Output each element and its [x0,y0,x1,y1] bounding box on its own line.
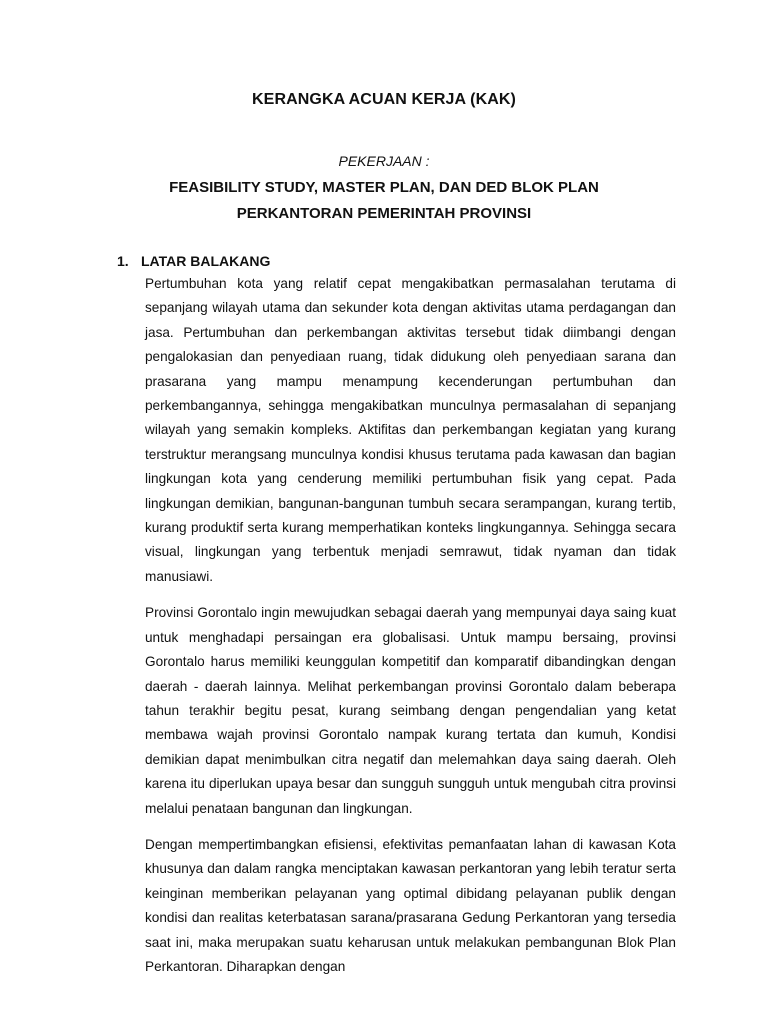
section-heading [117,253,270,269]
work-title-line-2: PERKANTORAN PEMERINTAH PROVINSI [236,205,532,222]
work-label: PEKERJAAN : [338,153,430,169]
paragraph: Dengan mempertimbangkan efisiensi, efektivitas pemanfaatan lahan di kawasan Kota khusunya dan dalam rangka menciptakan kawasan perkantoran yang lebih teratur serta keinginan memberikan pelayanan yang optimal dibidang pelayanan publik dengan kondisi dan realitas keterbatasan sarana/prasarana Gedung Perkantoran yang tersedia saat ini, maka merupakan suatu keharusan untuk melakukan pembangunan Blok Plan Perkantoran. Diharapkan dengan [145,836,676,974]
section-body [145,272,676,979]
section-title: LATAR BALAKANG [141,253,271,269]
document-title: KERANGKA ACUAN KERJA (KAK) [252,91,516,108]
section-number: 1. [117,253,129,269]
paragraph: Pertumbuhan kota yang relatif cepat mengakibatkan permasalahan terutama di sepanjang wilayah utama dan sekunder kota dengan aktivitas utama perdagangan dan jasa. Pertumbuhan dan perkembangan aktivitas tersebut tidak diimbangi dengan pengalokasian dan penyediaan ruang, tidak didukung oleh penyediaan sarana dan prasarana yang mampu menampung kecenderungan pertumbuhan dan perkembangannya, sehingga mengakibatkan munculnya permasalahan di sepanjang wilayah yang semakin kompleks. Aktifitas dan perkembangan kegiatan yang kurang terstruktur merangsang munculnya kondisi khusus terutama pada kawasan dan bagian lingkungan kota yang cenderung memiliki pertumbuhan fisik yang cepat. Pada lingkungan demikian, bangunan-bangunan tumbuh secara serampangan, kurang tertib, kurang produktif serta kurang memperhatikan konteks lingkungannya. Sehingga secara visual, lingkungan yang terbentuk menjadi semrawut, tidak nyaman dan tidak manusiawi. [145,276,676,584]
work-title-line-1: FEASIBILITY STUDY, MASTER PLAN, DAN DED BLOK PLAN [169,179,599,196]
paragraph: Provinsi Gorontalo ingin mewujudkan sebagai daerah yang mempunyai daya saing kuat untuk menghadapi persaingan era globalisasi. Untuk mampu bersaing, provinsi Gorontalo harus memiliki keunggulan kompetitif dan komparatif dibandingkan dengan daerah - daerah lainnya. Melihat perkembangan provinsi Gorontalo dalam beberapa tahun terakhir begitu pesat, kurang seimbang dengan pengendalian yang ketat membawa wajah provinsi Gorontalo nampak kurang tertata dan kumuh, Kondisi demikian dapat menimbulkan citra negatif dan melemahkan daya saing daerah. Oleh karena itu diperlukan upaya besar dan sungguh sungguh untuk mengubah citra provinsi melalui penataan bangunan dan lingkungan. [145,605,676,816]
